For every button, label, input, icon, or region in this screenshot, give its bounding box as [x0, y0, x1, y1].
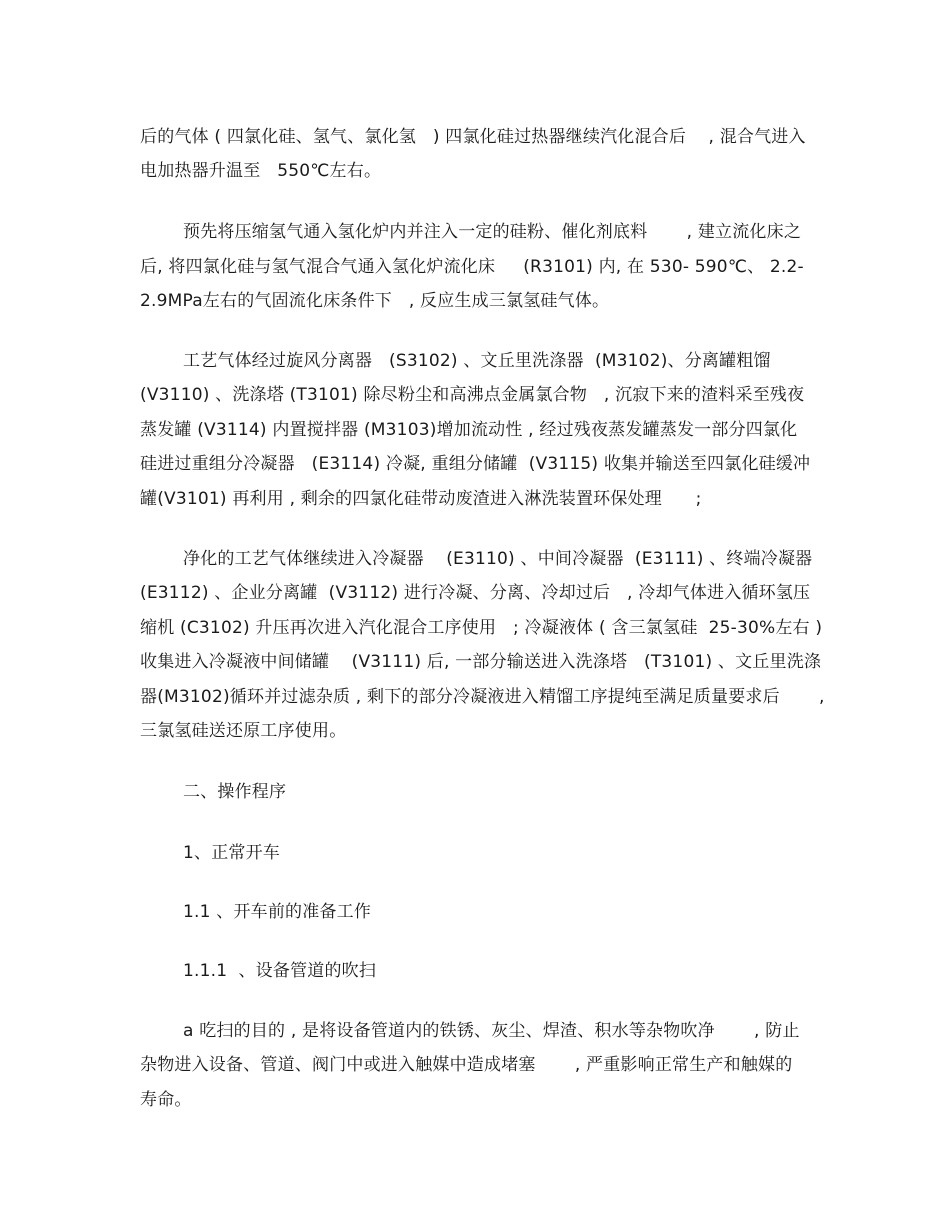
section-heading: 1.1 、开车前的准备工作 — [183, 902, 372, 922]
text-line: 器(M3102)循环并过滤杂质 , 剩下的部分冷凝液进入精馏工序提纯至满足质量要求后 , — [140, 687, 825, 707]
section-heading: 1、正常开车 — [183, 843, 281, 863]
text-line: 三氯氢硅送还原工序使用。 — [140, 721, 347, 741]
text-line: 后, 将四氯化硅与氢气混合气通入氢化炉流化床 (R3101) 内, 在 530- 590℃、 2.2- — [140, 257, 804, 277]
text-line: (V3110) 、洗涤塔 (T3101) 除尽粉尘和高沸点金属氯合物 , 沉寂下来的渣料采至残夜 — [140, 385, 805, 405]
text-line: 杂物进入设备、管道、阀门中或进入触媒中造成堵塞 , 严重影响正常生产和触媒的 — [140, 1055, 793, 1075]
text-line: 寿命。 — [140, 1090, 192, 1110]
text-line: (E3112) 、企业分离罐 (V3112) 进行冷凝、分离、冷却过后 , 冷却气体进入循环氢压 — [140, 583, 811, 603]
text-line: 净化的工艺气体继续进入冷凝器 (E3110) 、中间冷凝器 (E3111) 、终端冷凝器 — [183, 549, 813, 569]
text-line: 蒸发罐 (V3114) 内置搅拌器 (M3103)增加流动性 , 经过残夜蒸发罐蒸发一部分四氯化 — [140, 420, 798, 440]
text-line: 工艺气体经过旋风分离器 (S3102) 、文丘里洗涤器 (M3102)、分离罐粗馏 — [183, 351, 771, 371]
text-line: 预先将压缩氢气通入氢化炉内并注入一定的硅粉、催化剂底料 , 建立流化床之 — [183, 222, 802, 242]
text-line: 罐(V3101) 再利用 , 剩余的四氯化硅带动废渣进入淋洗装置环保处理 ; — [140, 489, 702, 509]
section-heading: 1.1.1 、设备管道的吹扫 — [183, 961, 377, 981]
text-line: 电加热器升温至 550℃左右。 — [140, 161, 382, 181]
text-line: 缩机 (C3102) 升压再次进入汽化混合工序使用 ; 冷凝液体 ( 含三氯氢硅 25-30%左右 ) — [140, 618, 823, 638]
text-line: 2.9MPa左右的气固流化床条件下 , 反应生成三氯氢硅气体。 — [140, 291, 610, 311]
section-heading: 二、操作程序 — [183, 782, 287, 802]
text-line: 硅进过重组分冷凝器 (E3114) 冷凝, 重组分储罐 (V3115) 收集并输送至四氯化硅缓冲 — [140, 454, 811, 474]
text-line: a 吃扫的目的 , 是将设备管道内的铁锈、灰尘、焊渣、积水等杂物吹净 , 防止 — [183, 1021, 800, 1041]
text-line: 收集进入冷凝液中间储罐 (V3111) 后, 一部分输送进入洗涤塔 (T3101) 、文丘里洗涤 — [140, 652, 822, 672]
text-line: 后的气体 ( 四氯化硅、氢气、氯化氢 ) 四氯化硅过热器继续汽化混合后 , 混合气进入 — [140, 127, 806, 147]
